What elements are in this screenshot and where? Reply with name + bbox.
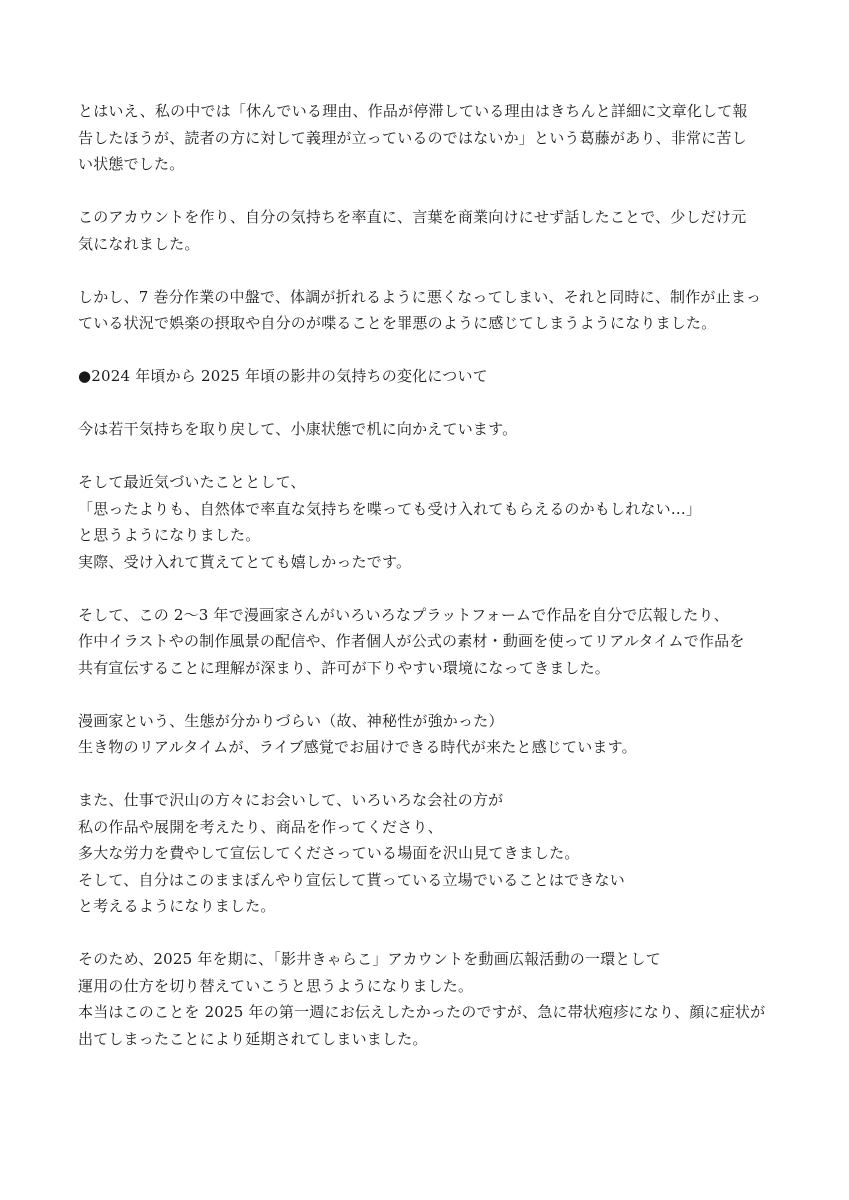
text-line: 漫画家という、生態が分かりづらい（故、神秘性が強かった） bbox=[78, 711, 504, 730]
paragraph-1 bbox=[78, 98, 778, 178]
text-line: 生き物のリアルタイムが、ライブ感覚でお届けできる時代が来たと感じています。 bbox=[78, 738, 637, 756]
paragraph-3 bbox=[78, 284, 778, 337]
text-line: そして、この 2～3 年で漫画家さんがいろいろなプラットフォームで作品を自分で広報したり、 bbox=[78, 605, 729, 624]
text-line: 多大な労力を費やして宣伝してくださっている場面を沢山見てきました。 bbox=[78, 844, 580, 862]
paragraph-9 bbox=[78, 946, 778, 1052]
section-heading-text: ●2024 年頃から 2025 年頃の影井の気持ちの変化について bbox=[78, 367, 488, 385]
text-line: 作中イラストやの制作風景の配信や、作者個人が公式の素材・動画を使ってリアルタイムで作品を bbox=[78, 632, 745, 650]
text-line: ている状況で娯楽の摂取や自分のが喋ることを罪悪のように感じてしまうようになりました。 bbox=[78, 314, 717, 332]
paragraph-6 bbox=[78, 602, 778, 682]
text-line: とはいえ、私の中では「休んでいる理由、作品が停滞している理由はきちんと詳細に文章化して報 bbox=[78, 102, 748, 120]
section-heading bbox=[78, 363, 778, 390]
text-line: 本当はこのことを 2025 年の第一週にお伝えしたかったのですが、急に帯状疱疹になり、顔に症状が bbox=[78, 1003, 766, 1021]
text-line: このアカウントを作り、自分の気持ちを率直に、言葉を商業向けにせず話したことで、少しだけ元 bbox=[78, 208, 747, 226]
text-line: また、仕事で沢山の方々にお会いして、いろいろな会社の方が bbox=[78, 791, 504, 809]
text-line: 実際、受け入れて貰えてとても嬉しかったです。 bbox=[78, 552, 412, 571]
text-line: そして、自分はこのままぼんやり宣伝して貰っている立場でいることはできない bbox=[78, 870, 625, 889]
paragraph-8 bbox=[78, 787, 778, 920]
text-line: そして最近気づいたこととして、 bbox=[78, 473, 306, 491]
text-line: と思うようになりました。 bbox=[78, 526, 261, 544]
paragraph-5 bbox=[78, 469, 778, 575]
text-line: 共有宣伝することに理解が深まり、許可が下りやすい環境になってきました。 bbox=[78, 658, 611, 677]
text-line: 気になれました。 bbox=[78, 234, 200, 253]
text-line: 出てしまったことにより延期されてしまいました。 bbox=[78, 1029, 428, 1048]
text-line: そのため、2025 年を期に、「影井きゃらこ」アカウントを動画広報活動の一環として bbox=[78, 950, 661, 968]
document-body bbox=[78, 98, 778, 1079]
text-line: しかし、7 巻分作業の中盤で、体調が折れるように悪くなってしまい、それと同時に、制作が止まっ bbox=[78, 287, 762, 306]
text-line: 「思ったよりも、自然体で率直な気持ちを喋っても受け入れてもらえるのかもしれない…」 bbox=[78, 499, 702, 518]
text-line: 今は若干気持ちを取り戻して、小康状態で机に向かえています。 bbox=[78, 420, 518, 438]
text-line: 運用の仕方を切り替えていこうと思うようになりました。 bbox=[78, 976, 474, 995]
paragraph-2 bbox=[78, 204, 778, 257]
text-line: い状態でした。 bbox=[78, 155, 185, 173]
text-line: 私の作品や展開を考えたり、商品を作ってくださり、 bbox=[78, 817, 443, 836]
paragraph-4 bbox=[78, 416, 778, 443]
text-line: 告したほうが、読者の方に対して義理が立っているのではないか」という葛藤があり、非常に苦し bbox=[78, 128, 747, 147]
text-line: と考えるようになりました。 bbox=[78, 897, 276, 915]
paragraph-7 bbox=[78, 708, 778, 761]
